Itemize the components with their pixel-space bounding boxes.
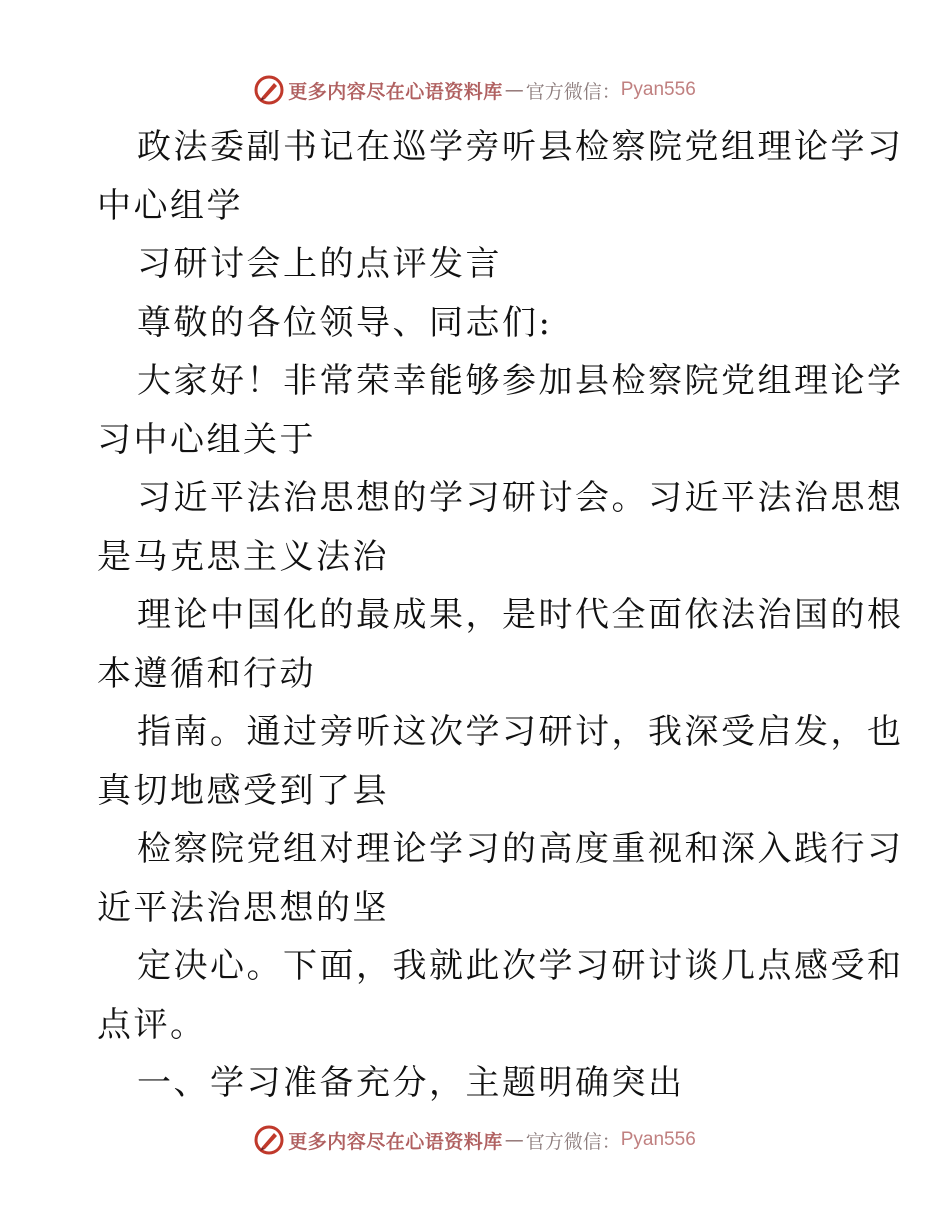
banner-dash: — bbox=[504, 79, 524, 101]
text-line: 指南。通过旁听这次学习研讨，我深受启发，也 bbox=[137, 712, 904, 752]
banner-wechat-id: Pyan556 bbox=[620, 79, 696, 100]
section-heading: 一、学习准备充分，主题明确突出 bbox=[137, 1063, 685, 1103]
text-line: 习研讨会上的点评发言 bbox=[137, 244, 502, 284]
document-body bbox=[97, 118, 904, 1113]
text-line: 理论中国化的最成果，是时代全面依法治国的根 bbox=[137, 595, 904, 635]
banner-wechat-label: 官方微信： bbox=[525, 80, 621, 103]
footer-banner bbox=[0, 1120, 950, 1160]
header-banner bbox=[0, 70, 950, 110]
text-line: 习近平法治思想的学习研讨会。习近平法治思想 bbox=[137, 478, 904, 518]
text-line: 定决心。下面，我就此次学习研讨谈几点感受和 bbox=[137, 946, 904, 986]
text-line: 近平法治思想的坚 bbox=[97, 887, 389, 928]
pen-logo-icon bbox=[254, 75, 284, 105]
text-line: 点评。 bbox=[97, 1004, 207, 1045]
text-line: 习中心组关于 bbox=[97, 419, 316, 460]
text-line: 本遵循和行动 bbox=[97, 653, 316, 694]
text-line: 中心组学 bbox=[97, 185, 243, 226]
banner-title: 更多内容尽在心语资料库 bbox=[288, 1130, 503, 1153]
banner-wechat-label: 官方微信： bbox=[525, 1130, 621, 1153]
text-line: 真切地感受到了县 bbox=[97, 770, 389, 811]
text-line: 检察院党组对理论学习的高度重视和深入践行习 bbox=[137, 829, 904, 869]
banner-title: 更多内容尽在心语资料库 bbox=[288, 80, 503, 103]
banner-dash: — bbox=[504, 1129, 524, 1151]
pen-logo-icon bbox=[254, 1125, 284, 1155]
text-line: 政法委副书记在巡学旁听县检察院党组理论学习 bbox=[137, 127, 904, 167]
banner-wechat-id: Pyan556 bbox=[620, 1129, 696, 1150]
text-line: 是马克思主义法治 bbox=[97, 536, 389, 577]
text-line: 大家好！非常荣幸能够参加县检察院党组理论学 bbox=[137, 361, 904, 401]
text-line: 尊敬的各位领导、同志们: bbox=[137, 302, 553, 343]
